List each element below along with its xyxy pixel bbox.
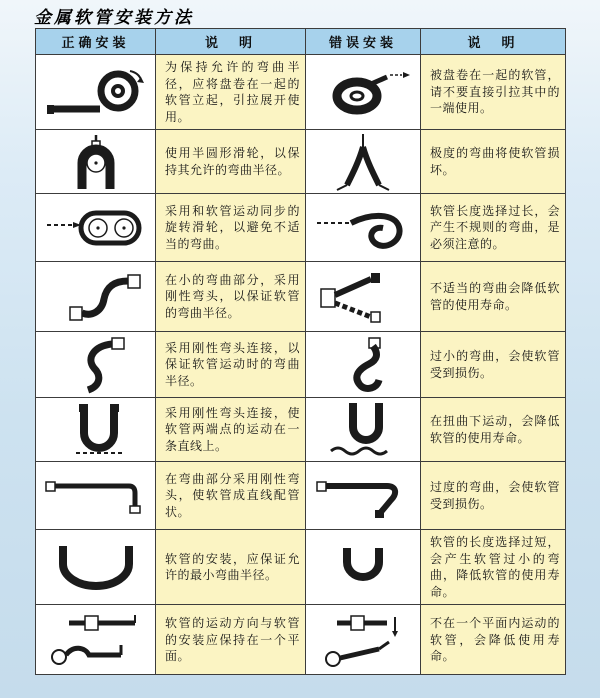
correct-description: 软管的安装，应保证允许的最小弯曲半径。 bbox=[156, 530, 306, 605]
correct-image-cell bbox=[36, 605, 156, 675]
correct-image-cell bbox=[36, 398, 156, 462]
too-short-narrow-u-illustration bbox=[313, 538, 413, 596]
motion-in-same-plane-illustration bbox=[43, 609, 149, 671]
correct-description: 采用和软管运动同步的旋转滑轮，以避免不适当的弯曲。 bbox=[156, 194, 306, 262]
wrong-image-cell bbox=[306, 194, 421, 262]
table-row bbox=[36, 194, 566, 262]
correct-image-cell bbox=[36, 130, 156, 194]
coiled-hose-unrolling-illustration bbox=[44, 63, 148, 121]
correct-description: 使用半圆形滑轮，以保持其允许的弯曲半径。 bbox=[156, 130, 306, 194]
too-small-hook-bend-illustration bbox=[313, 336, 413, 394]
correct-description: 在弯曲部分采用刚性弯头，使软管成直线配管状。 bbox=[156, 462, 306, 530]
wrong-image-cell bbox=[306, 462, 421, 530]
correct-image-cell bbox=[36, 332, 156, 398]
hose-over-semicircular-pulley-illustration bbox=[46, 133, 146, 191]
correct-description: 采用刚性弯头连接，以保证软管运动时的弯曲半径。 bbox=[156, 332, 306, 398]
correct-description: 为保持允许的弯曲半径，应将盘卷在一起的软管立起，引拉展开使用。 bbox=[156, 55, 306, 130]
header-correct-install: 正确安装 bbox=[36, 29, 156, 55]
wrong-image-cell bbox=[306, 262, 421, 332]
improper-forked-bend-illustration bbox=[313, 267, 413, 327]
wrong-description: 软管长度选择过长，会产生不规则的弯曲，是必须注意的。 bbox=[421, 194, 566, 262]
header-row bbox=[36, 29, 566, 55]
correct-description: 在小的弯曲部分，采用刚性弯头，以保证软管的弯曲半径。 bbox=[156, 262, 306, 332]
header-description-left: 说 明 bbox=[156, 29, 306, 55]
straight-piping-with-rigid-elbow-illustration bbox=[43, 468, 149, 524]
correct-image-cell bbox=[36, 530, 156, 605]
correct-image-cell bbox=[36, 55, 156, 130]
sharply-folded-hanging-hose-illustration bbox=[313, 133, 413, 191]
wrong-image-cell bbox=[306, 605, 421, 675]
header-wrong-install: 错误安装 bbox=[306, 29, 421, 55]
wrong-description: 不适当的弯曲会降低软管的使用寿命。 bbox=[421, 262, 566, 332]
wrong-description: 在扭曲下运动，会降低软管的使用寿命。 bbox=[421, 398, 566, 462]
wrong-description: 软管的长度选择过短，会产生软管过小的弯曲，降低软管的使用寿命。 bbox=[421, 530, 566, 605]
installation-table bbox=[35, 28, 566, 675]
rigid-elbow-at-small-bend-illustration bbox=[46, 267, 146, 327]
wrong-description: 不在一个平面内运动的软管，会降低使用寿命。 bbox=[421, 605, 566, 675]
correct-description: 软管的运动方向与软管的安装应保持在一个平面。 bbox=[156, 605, 306, 675]
synchronized-rotating-pulley-illustration bbox=[43, 199, 149, 257]
wrong-image-cell bbox=[306, 398, 421, 462]
correct-image-cell bbox=[36, 462, 156, 530]
correct-image-cell bbox=[36, 194, 156, 262]
wrong-image-cell bbox=[306, 332, 421, 398]
table-row bbox=[36, 262, 566, 332]
u-hose-twisted-motion-illustration bbox=[313, 401, 413, 459]
header-description-right: 说 明 bbox=[421, 29, 566, 55]
u-hose-endpoints-in-line-illustration bbox=[46, 401, 146, 459]
wrong-description: 过小的弯曲，会使软管受到损伤。 bbox=[421, 332, 566, 398]
irregular-looped-hose-illustration bbox=[313, 199, 413, 257]
wrong-description: 极度的弯曲将使软管损坏。 bbox=[421, 130, 566, 194]
page-title: 金属软管安装方法 bbox=[34, 8, 194, 27]
table-row bbox=[36, 462, 566, 530]
correct-description: 采用刚性弯头连接，使软管两端点的运动在一条直线上。 bbox=[156, 398, 306, 462]
table-row bbox=[36, 130, 566, 194]
wide-u-minimum-bend-radius-illustration bbox=[43, 538, 149, 596]
correct-image-cell bbox=[36, 262, 156, 332]
table-row bbox=[36, 332, 566, 398]
rigid-elbow-connection-curve-illustration bbox=[46, 336, 146, 394]
wrong-image-cell bbox=[306, 55, 421, 130]
over-bent-l-hose-illustration bbox=[313, 468, 413, 524]
wrong-description: 过度的弯曲，会使软管受到损伤。 bbox=[421, 462, 566, 530]
table-row bbox=[36, 55, 566, 130]
wrong-image-cell bbox=[306, 130, 421, 194]
table-row bbox=[36, 398, 566, 462]
motion-out-of-plane-illustration bbox=[313, 609, 413, 671]
wrong-description: 被盘卷在一起的软管，请不要直接引拉其中的一端使用。 bbox=[421, 55, 566, 130]
wrong-image-cell bbox=[306, 530, 421, 605]
table-row bbox=[36, 530, 566, 605]
table-row bbox=[36, 605, 566, 675]
coiled-hose-pulled-from-end-illustration bbox=[313, 64, 413, 120]
